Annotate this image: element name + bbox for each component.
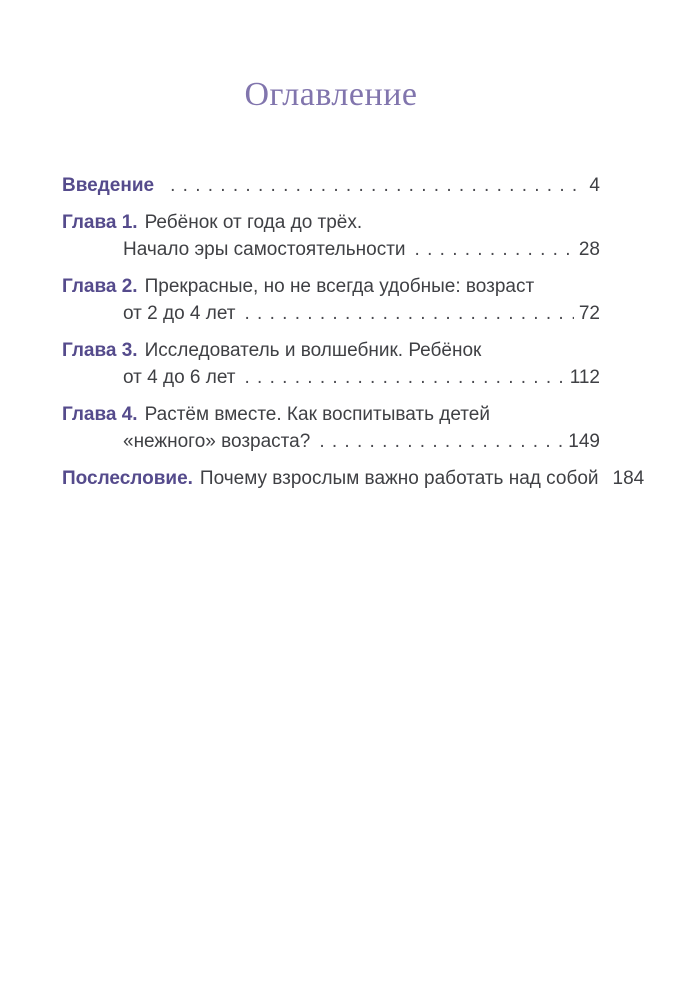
chapter-label: Глава 2. (62, 276, 138, 297)
toc-entry-line (62, 428, 600, 455)
toc-entry-line (62, 401, 600, 428)
toc-entry (62, 209, 600, 263)
chapter-title: Исследователь и волшебник. Ребёнок (144, 340, 482, 361)
toc-entry-line (62, 209, 600, 236)
toc-entries (62, 172, 645, 492)
dot-leader (170, 172, 584, 199)
chapter-title: Прекрасные, но не всегда удобные: возраст (144, 276, 535, 297)
page-number: 112 (569, 367, 600, 388)
toc-entry-line (62, 300, 600, 327)
chapter-label: Введение (62, 175, 155, 196)
dot-leader (244, 364, 564, 391)
chapter-title-continued: Начало эры самостоятельности (123, 239, 406, 260)
chapter-title: Ребёнок от года до трёх. (144, 212, 363, 233)
toc-entry (62, 465, 645, 492)
table-of-contents (62, 0, 645, 502)
dot-leader (319, 428, 563, 455)
chapter-label: Глава 4. (62, 404, 138, 425)
toc-entry-line (62, 172, 600, 199)
page-number: 28 (578, 239, 600, 260)
page-number: 184 (612, 468, 645, 489)
chapter-label: Глава 3. (62, 340, 138, 361)
chapter-title-continued: «нежного» возраста? (123, 431, 311, 452)
dot-leader (244, 300, 573, 327)
dot-leader (415, 236, 574, 263)
chapter-label: Глава 1. (62, 212, 138, 233)
toc-entry-line (62, 364, 600, 391)
toc-entry-line (62, 465, 645, 492)
page-number: 4 (589, 175, 600, 196)
chapter-label: Послесловие. (62, 468, 193, 489)
toc-entry-line (62, 337, 600, 364)
chapter-title-continued: от 4 до 6 лет (123, 367, 236, 388)
page-number: 149 (568, 431, 600, 452)
page-title: Оглавление (244, 76, 418, 113)
chapter-title: Растём вместе. Как воспитывать детей (144, 404, 490, 425)
page-number: 72 (578, 303, 600, 324)
toc-entry (62, 172, 600, 199)
toc-entry (62, 273, 600, 327)
toc-entry-line (62, 273, 600, 300)
toc-entry (62, 401, 600, 455)
chapter-title: Почему взрослым важно работать над собой (199, 468, 599, 489)
toc-entry-line (62, 236, 600, 263)
toc-entry (62, 337, 600, 391)
chapter-title-continued: от 2 до 4 лет (123, 303, 236, 324)
